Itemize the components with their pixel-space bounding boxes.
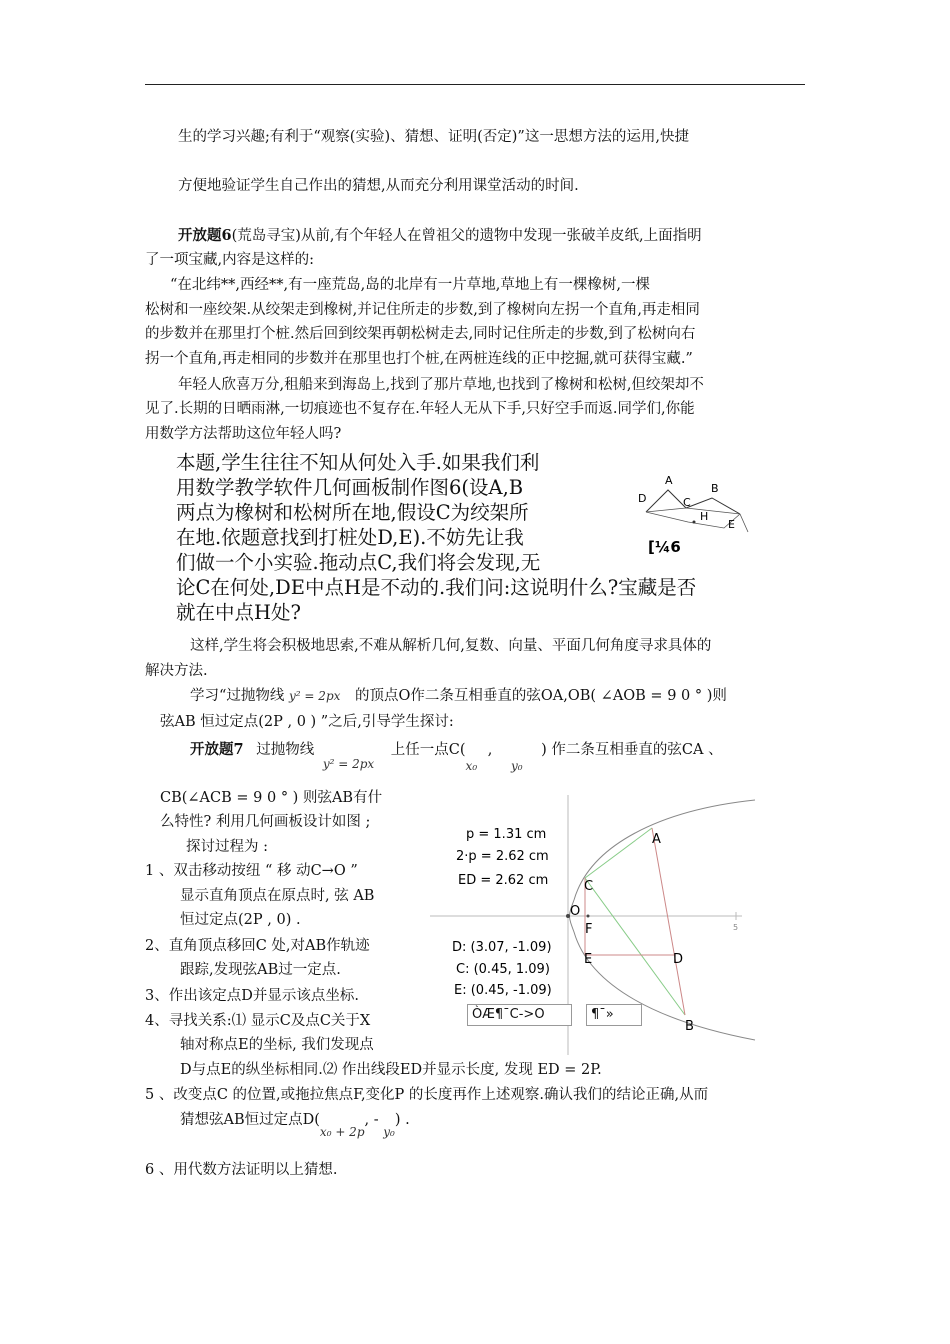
problem7-label: 开放题7 [190,741,244,758]
story-line-1: 年轻人欣喜万分,租船来到海岛上,找到了那片草地,也找到了橡树和松树,但绞架却不 [178,377,704,393]
fig6-label-a: A [665,474,673,487]
fig6-segment-e [740,514,748,532]
intro-line-2: 方便地验证学生自己作出的猜想,从而充分利用课堂活动的时间. [178,178,579,194]
big-line-5: 们做一个小实验.拖动点C,我们将会发现,无 [176,551,541,574]
fig7-2p-value: 2·p = 2.62 cm [456,849,549,864]
p7-line-1: CB(∠ACB = 9 0 ° ) 则弦AB有什 [160,790,383,806]
p7-line-2: 么特性? 利用几何画板设计如图 ; [160,814,371,830]
fig7-label-a: A [652,832,661,847]
step-5a: 5 、改变点C 的位置,或拖拉焦点F,变化P 的长度再作上述观察.确认我们的结论正确,从而 [145,1087,709,1103]
animate-button[interactable]: ¶¯» [586,1004,642,1026]
step-3: 3、作出该定点D并显示该点坐标. [145,988,359,1004]
fig6-label-e: E [728,518,735,531]
fig7-d-coord: D: (3.07, -1.09) [452,940,552,955]
quote-line-4: 拐一个直角,再走相同的步数并在那里也打个桩,在两桩连线的正中挖掘,就可获得宝藏.” [145,351,693,367]
problem7-x0: x₀ [465,759,478,773]
fig6-label-c: C [683,496,691,509]
problem7-text-a: 过抛物线 [256,742,315,758]
fig7-p-value: p = 1.31 cm [466,827,547,842]
step-5b [180,1110,410,1139]
story-line-2: 见了.长期的日晒雨淋,一切痕迹也不复存在.年轻人无从下手,只好空手而返.同学们,你能 [145,401,695,417]
fig7-label-e: E [584,952,593,967]
fig7-label-b: B [685,1019,694,1034]
quote-line-3: 的步数并在那里打个桩.然后回到绞架再朝松树走去,同时记住所走的步数,到了松树向右 [145,326,696,342]
study-text-b: 的顶点O作二条互相垂直的弦OA,OB( ∠AOB = 9 0 ° )则 [355,688,727,704]
problem6-line1: (荒岛寻宝)从前,有个年轻人在曾祖父的遗物中发现一张破羊皮纸,上面指明 [231,228,702,244]
fig7-chord-cb [585,878,685,1015]
step-2a: 2、直角顶点移回C 处,对AB作轨迹 [145,938,370,954]
study-math: y² = 2px [289,689,341,703]
after-line-2: 解决方法. [145,663,208,679]
big-line-1: 本题,学生往往不知从何处入手.如果我们利 [176,451,540,474]
fig6-path-lower [646,512,740,528]
step-5b-math: x₀ + 2p [319,1125,365,1139]
fig7-label-d: D [673,952,684,967]
step-2b: 跟踪,发现弦AB过一定点. [180,962,341,978]
intro-line-1: 生的学习兴趣;有利于“观察(实验)、猜想、证明(否定)”这一思想方法的运用,快捷 [178,129,689,145]
problem7-math: y² = 2px [322,757,375,771]
move-c-to-o-button[interactable]: ÒÆ¶¯C->O [467,1004,572,1026]
step-6: 6 、用代数方法证明以上猜想. [145,1162,338,1178]
study-line-2: 弦AB 恒过定点(2P , 0 ) ”之后,引导学生探讨: [160,714,454,730]
fig7-chord-ca [585,828,652,878]
study-text-a: 学习“过抛物线 [190,688,285,704]
step-4a: 4、寻找关系:⑴ 显示C及点C关于X [145,1013,371,1029]
after-line-1: 这样,学生将会积极地思索,不难从解析几何,复数、向量、平面几何角度寻求具体的 [190,638,712,654]
fig7-label-f: F [585,922,593,937]
step-4c: D与点E的纵坐标相同.⑵ 作出线段ED并显示长度, 发现 ED = 2P. [180,1062,602,1078]
fig7-c-coord: C: (0.45, 1.09) [456,962,550,977]
fig6-label-d: D [638,492,647,505]
problem7-text-c: ) 作二条互相垂直的弦CA 、 [541,742,723,758]
problem6-line-2: 了一项宝藏,内容是这样的: [145,252,314,268]
fig6-label-b: B [711,482,719,495]
fig7-chord-ab [652,828,685,1015]
fig7-label-o: O [570,904,581,919]
big-line-2: 用数学教学软件几何画板制作图6(设A,B [176,476,524,499]
p7-line-3: 探讨过程为 : [186,839,268,855]
problem7-y0: y₀ [510,759,523,773]
quote-line-2: 松树和一座绞架.从绞架走到橡树,并记住所走的步数,到了橡树向左拐一个直角,再走相同 [145,302,700,318]
quote-line-1: “在北纬**,西经**,有一座荒岛,岛的北岸有一片草地,草地上有一棵橡树,一棵 [170,277,650,293]
problem6-heading [178,226,702,246]
problem6-label: 开放题6 [178,227,232,244]
big-line-6: 论C在何处,DE中点H是不动的.我们问:这说明什么?宝藏是否 [176,576,697,599]
problem7-heading [190,740,723,773]
step-5b-text-a: 猜想弦AB恒过定点D( [180,1112,320,1128]
figure-6-diagram [628,470,768,560]
fig7-label-c: C [584,879,594,894]
fig7-point-f [587,915,590,918]
step-5b-text-b: , - [364,1112,384,1128]
fig6-caption: [¼6 [648,538,681,556]
fig7-e-coord: E: (0.45, -1.09) [454,983,552,998]
step-1a: 1 、双击移动按纽 “ 移 动C→O ” [145,863,358,879]
story-line-3: 用数学方法帮助这位年轻人吗? [145,426,342,442]
big-line-7: 就在中点H处? [176,601,301,624]
step-1c: 恒过定点(2P , 0) . [180,912,301,928]
study-line-1 [190,686,727,706]
step-4b: 轴对称点E的坐标, 我们发现点 [180,1037,374,1053]
fig7-tick-label: 5 [733,923,739,932]
step-5b-y0: y₀ [383,1125,395,1139]
step-5b-text-c: ) . [394,1112,410,1128]
step-1b: 显示直角顶点在原点时, 弦 AB [180,888,375,904]
fig7-ed-value: ED = 2.62 cm [458,873,549,888]
big-line-4: 在地.依题意找到打桩处D,E).不妨先让我 [176,526,524,549]
problem7-text-b: 上任一点C( [390,742,466,758]
problem7-comma: , [487,742,493,758]
header-rule [145,84,805,85]
fig6-label-h: H [700,510,709,523]
big-line-3: 两点为橡树和松树所在地,假设C为绞架所 [176,501,529,524]
fig6-point-h [693,521,696,524]
fig6-segment-dc [646,508,686,512]
